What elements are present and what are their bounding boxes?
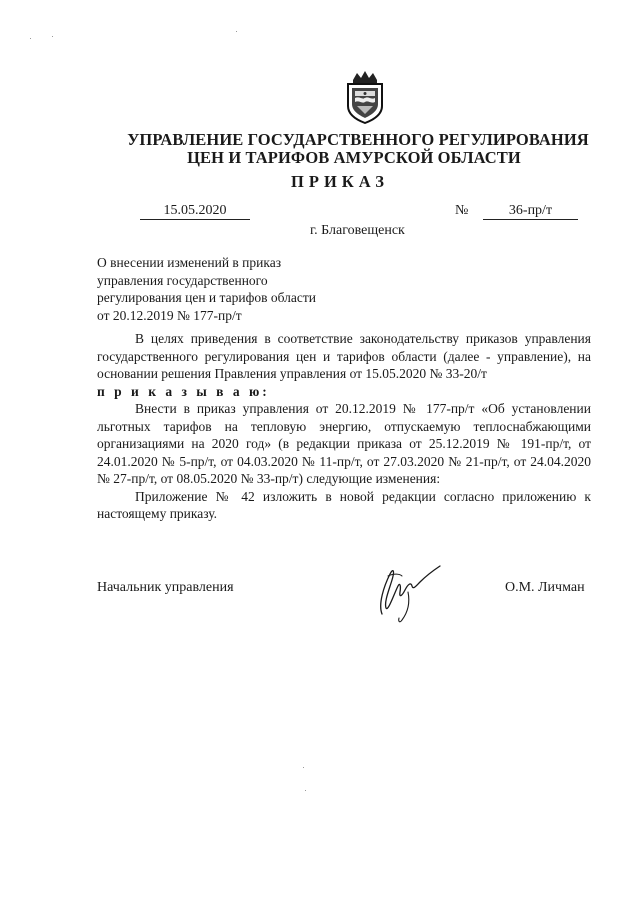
subject-line: от 20.12.2019 № 177-пр/т bbox=[97, 307, 242, 323]
scan-speck bbox=[236, 31, 237, 32]
scan-speck bbox=[303, 767, 304, 768]
body-paragraph-amendment: Внести в приказ управления от 20.12.2019 № 177-пр/т «Об установлении льготных тарифов на тепловую энергию, отпускаемую теплоснабжающими организациями на 2020 год» (в редакции приказа от 25.12.2019 № 191-пр/т, от 24.01.2020 № 5-пр/т, от 04.03.2020 № 11-пр/т, от 27.03.2020 № 21-пр/т, от 24.04.2020 № 27-пр/т, от 08.05.2020 № 33-пр/т) следующие изменения: bbox=[97, 401, 591, 486]
signatory-position: Начальник управления bbox=[97, 580, 234, 595]
body-paragraph-appendix: Приложение № 42 изложить в новой редакции согласно приложению к настоящему приказу. bbox=[97, 488, 591, 521]
document-city: г. Благовещенск bbox=[310, 223, 405, 238]
document-body bbox=[97, 330, 591, 523]
organization-name-line1: УПРАВЛЕНИЕ ГОСУДАРСТВЕННОГО РЕГУЛИРОВАНИЯ bbox=[127, 130, 589, 149]
decree-word: п р и к а з ы в а ю: bbox=[97, 383, 270, 399]
document-type-title: ПРИКАЗ bbox=[291, 172, 389, 191]
body-paragraph-preamble: В целях приведения в соответствие законодательству приказов управления государственного регулирования цен и тарифов области (далее - управление), на основании решения Правления управления от 15.05.2020 № 33-20/т bbox=[97, 331, 591, 381]
organization-name-line2: ЦЕН И ТАРИФОВ АМУРСКОЙ ОБЛАСТИ bbox=[187, 148, 521, 167]
document-subject bbox=[97, 254, 337, 324]
document-date: 15.05.2020 bbox=[140, 203, 250, 220]
signatory-name: О.М. Личман bbox=[505, 580, 585, 595]
subject-line: О внесении изменений в приказ bbox=[97, 255, 282, 270]
subject-line: управления государственного bbox=[97, 272, 268, 288]
document-number: 36-пр/т bbox=[483, 203, 578, 220]
subject-line: регулирования цен и тарифов области bbox=[97, 290, 316, 305]
scan-speck bbox=[52, 36, 53, 37]
handwritten-signature-icon bbox=[368, 556, 450, 628]
scan-speck bbox=[30, 38, 31, 39]
number-sign: № bbox=[455, 203, 469, 218]
coat-of-arms-icon bbox=[343, 70, 387, 124]
scan-speck bbox=[305, 790, 306, 791]
